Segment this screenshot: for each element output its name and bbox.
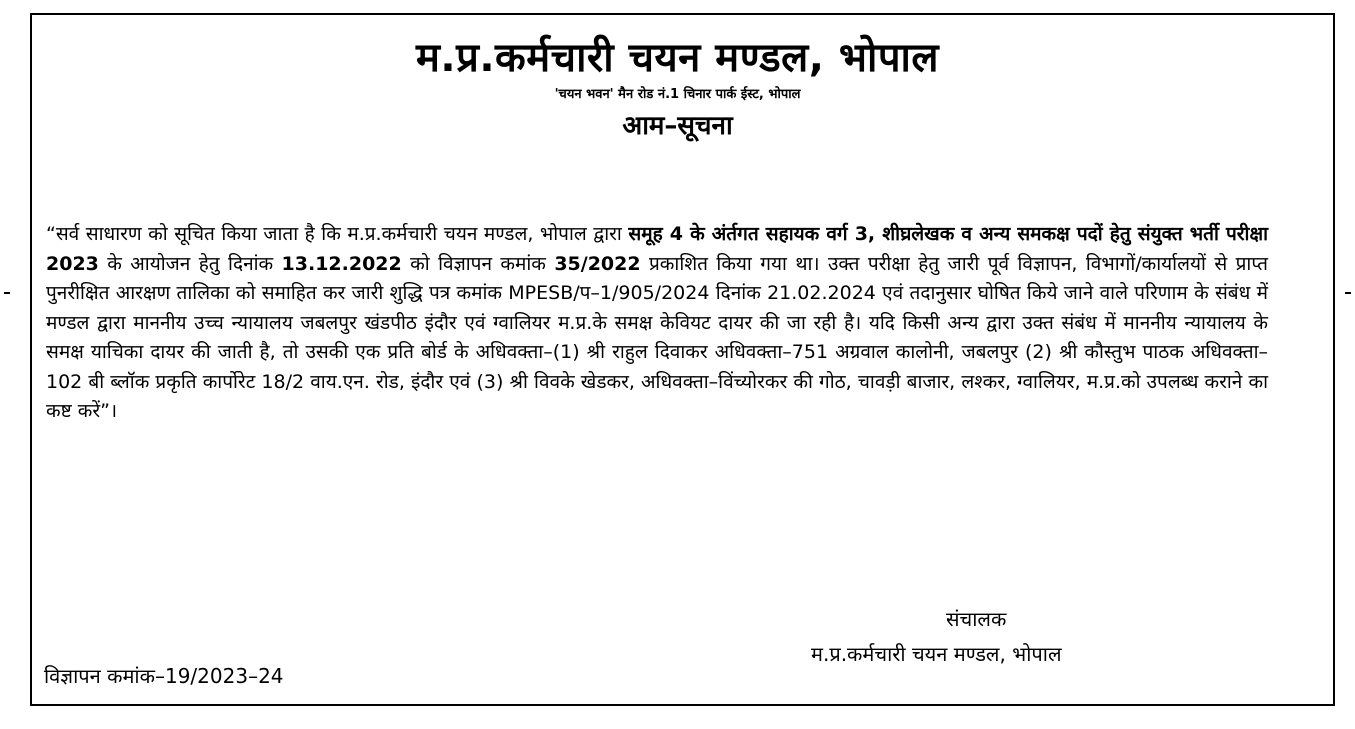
notice-body: [46, 220, 1268, 427]
body-adv-number: 35/2022: [554, 252, 641, 275]
org-title: म.प्र.कर्मचारी चयन मण्डल, भोपाल: [415, 35, 940, 81]
body-text-2: के आयोजन हेतु दिनांक: [98, 252, 282, 275]
advertisement-number: विज्ञापन कमांक–19/2023–24: [44, 664, 284, 688]
body-text-3: को विज्ञापन कमांक: [401, 252, 555, 275]
notice-heading: आम–सूचना: [622, 111, 733, 141]
signatory-title: संचालक: [946, 607, 1007, 631]
org-address: 'चयन भवन' मैन रोड नं.1 चिनार पार्क ईस्ट, भोपाल: [554, 87, 801, 102]
signatory-org: म.प्र.कर्मचारी चयन मण्डल, भोपाल: [811, 642, 1062, 666]
scan-mark-right: [1345, 292, 1351, 294]
body-text-4: प्रकाशित किया गया था। उक्त परीक्षा हेतु जारी पूर्व विज्ञापन, विभागों/कार्यालयों से प्राप्त पुनरीक्षित आरक्षण तालिका को समाहित कर जारी शुद्धि पत्र कमांक MPESB/प–1/905/2024 दिनांक 21.02.2024 एवं तदानुसार घोषित किये जाने वाले परिणाम के संबंध में मण्डल द्वारा माननीय उच्च न्यायालय जबलपुर खंडपीठ इंदौर एवं ग्वालियर म.प्र.के समक्ष केवियट दायर की जा रही है। यदि किसी अन्य द्वारा उक्त संबंध में माननीय न्यायालय के समक्ष याचिका दायर की जाती है, तो उसकी एक प्रति बोर्ड के अधिवक्ता–(1) श्री राहुल दिवाकर अधिवक्ता–751 अग्रवाल कालोनी, जबलपुर (2) श्री कौस्तुभ पाठक अधिवक्ता–102 बी ब्लॉक प्रकृति कार्पोरेट 18/2 वाय.एन. रोड, इंदौर एवं (3) श्री विवके खेडकर, अधिवक्ता–विंच्योरकर की गोठ, चावड़ी बाजार, लश्कर, ग्वालियर, म.प्र.को उपलब्ध कराने का कष्ट करें”।: [46, 252, 1269, 422]
body-text-1: “सर्व साधारण को सूचित किया जाता है कि म.प्र.कर्मचारी चयन मण्डल, भोपाल द्वारा: [46, 223, 629, 245]
body-exam-name: समूह 4 के अंर्तगत सहायक वर्ग 3, शीघ्रलेखक व अन्य समकक्ष पदों हेतु संयुक्त भर्ती परीक्षा 2023: [46, 223, 1268, 275]
scan-mark-left: [4, 292, 10, 294]
body-date: 13.12.2022: [281, 252, 402, 275]
